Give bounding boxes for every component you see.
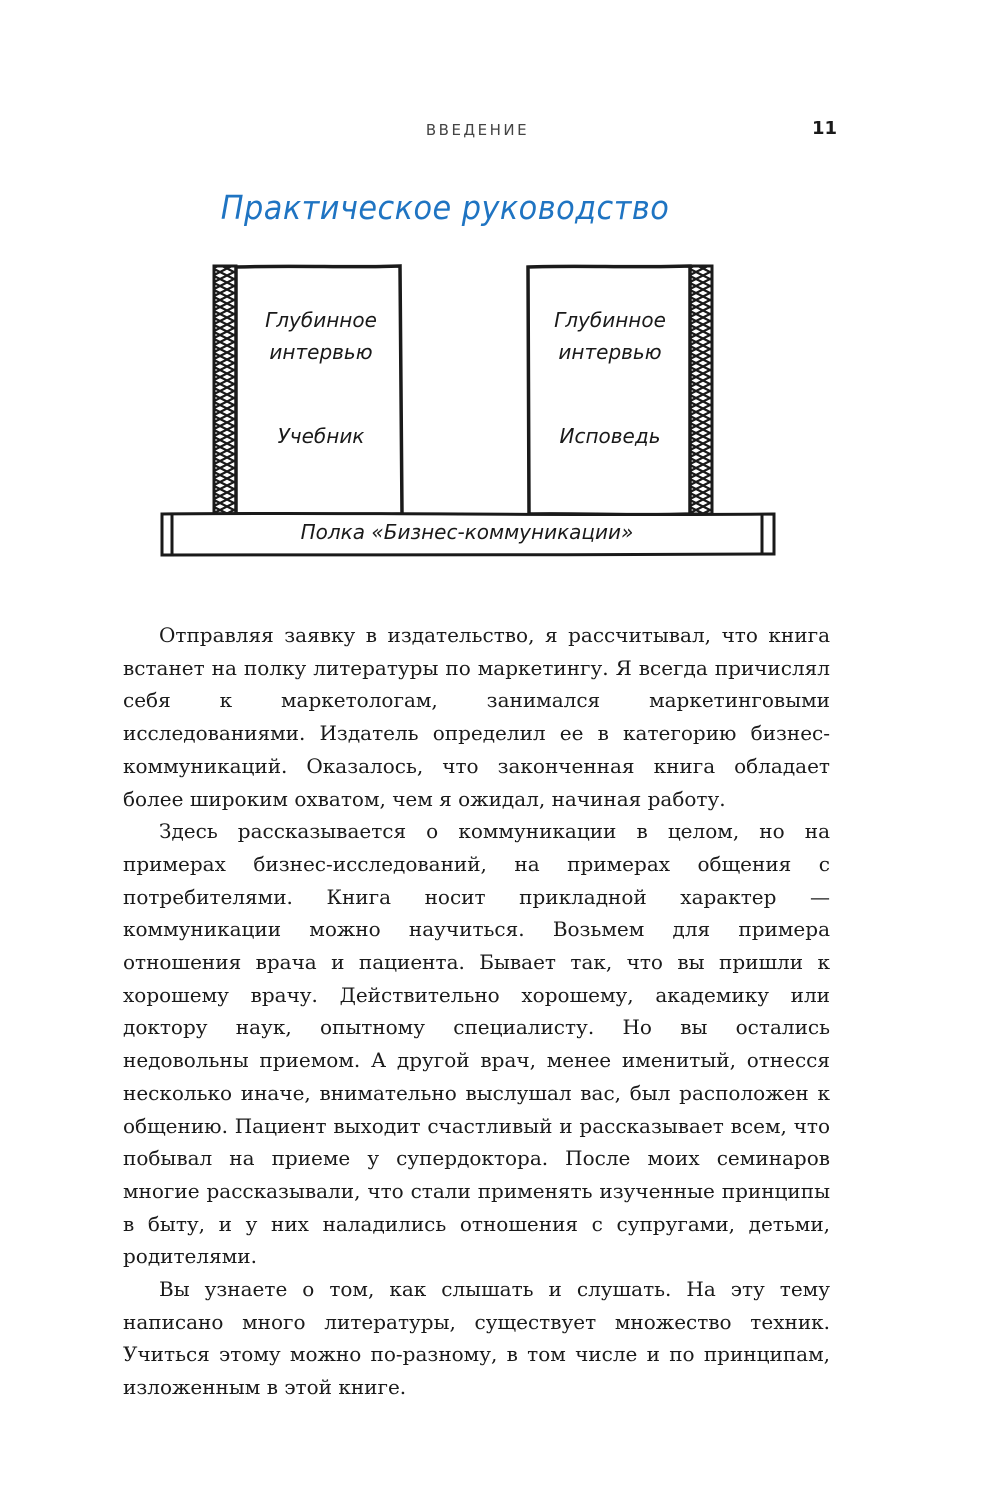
book-right-title-line2: интервью [558,340,662,364]
bookshelf-illustration [150,258,790,568]
paragraph-2: Здесь рассказывается о коммуникации в целом, но на примерах бизнес-исследований, на примерах общения с потребителями. Книга носит прикладной характер — коммуникации можно научиться. Возьмем для примера отношения врача и пациента. Бывает так, что вы пришли к хорошему врачу. Действительно хорошему, академику или доктору наук, опытному специалисту. Но вы остались недовольны приемом. А другой врач, менее именитый, отнесся несколько иначе, внимательно выслушал вас, был расположен к общению. Пациент выходит счастливый и рассказывает всем, что побывал на приеме у супердоктора. После моих семинаров многие рассказывали, что стали применять изученные принципы в быту, и у них наладились отношения с супругами, детьми, родителями. [123,819,830,1269]
book-left-spine [214,266,236,514]
figure-title: Практическое руководство [220,188,670,227]
book-right-title-line1: Глубинное [554,308,666,332]
book-left-title-line2: интервью [269,340,373,364]
book-right [528,266,712,515]
paragraph-3: Вы узнаете о том, как слышать и слушать. На эту тему написано много литературы, существует множество техник. Учиться этому можно по-разному, в том числе и по принципам, изложенным в этой книге. [123,1277,830,1400]
book-right-spine [690,266,712,514]
body-text [123,619,830,1404]
book-left [214,266,402,515]
section-label: ВВЕДЕНИЕ [425,121,530,139]
paragraph-1: Отправляя заявку в издательство, я рассчитывал, что книга встанет на полку литературы по маркетингу. Я всегда причислял себя к маркетологам, занимался маркетинговыми исследованиями. Издатель определил ее в категорию бизнес-коммуникаций. Оказалось, что законченная книга обладает более широким охватом, чем я ожидал, начиная работу. [123,623,830,811]
shelf-label: Полка «Бизнес-коммуникации» [300,520,634,544]
book-left-title-line1: Глубинное [265,308,377,332]
book-right-subtitle: Исповедь [559,424,661,448]
book-right-cover [528,266,690,515]
book-left-subtitle: Учебник [277,424,365,448]
running-head [0,118,1000,142]
book-left-cover [236,266,402,515]
page-number: 11 [812,118,838,139]
